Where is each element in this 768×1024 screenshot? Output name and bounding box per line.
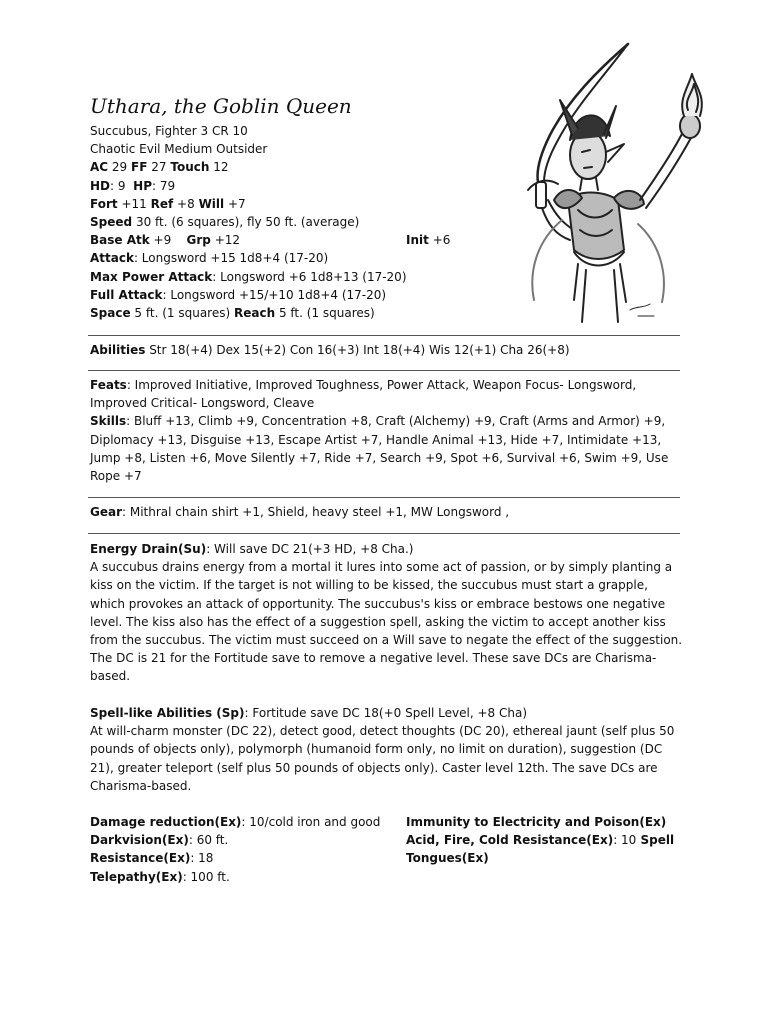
init-label: Init bbox=[406, 233, 429, 248]
ff-value: 27 bbox=[151, 160, 167, 175]
grp-label: Grp bbox=[186, 233, 211, 248]
energy-drain-section bbox=[90, 540, 686, 686]
max-power-attack-line bbox=[90, 268, 530, 286]
full-attack-value: : Longsword +15/+10 1d8+4 (17-20) bbox=[162, 287, 387, 302]
special-label: Damage reduction(Ex) bbox=[90, 815, 242, 829]
special-label: Tongues(Ex) bbox=[406, 851, 489, 866]
ref-value: +8 bbox=[177, 196, 195, 211]
special-label: Acid, Fire, Cold Resistance(Ex) bbox=[406, 833, 614, 848]
special-row bbox=[90, 868, 380, 886]
special-value: : 10 bbox=[613, 833, 637, 848]
attack-line bbox=[90, 249, 530, 267]
hd-label: HD bbox=[90, 178, 111, 193]
special-label: Immunity to Electricity and Poison(Ex) bbox=[406, 815, 667, 829]
spell-like-header: : Fortitude save DC 18(+0 Spell Level, +8 Cha) bbox=[244, 706, 528, 720]
spell-like-label: Spell-like Abilities (Sp) bbox=[90, 706, 245, 720]
speed-line bbox=[90, 213, 530, 231]
special-row bbox=[406, 849, 674, 867]
initiative bbox=[406, 231, 450, 249]
bab-label: Base Atk bbox=[90, 233, 150, 248]
abilities-label: Abilities bbox=[90, 343, 146, 357]
special-row bbox=[406, 813, 674, 831]
fort-value: +11 bbox=[121, 196, 147, 211]
special-label: Telepathy(Ex) bbox=[90, 869, 183, 884]
divider bbox=[88, 497, 680, 498]
base-attack-line bbox=[90, 231, 530, 249]
hp-value: : 79 bbox=[152, 178, 176, 193]
gear-section bbox=[90, 503, 686, 521]
stat-block bbox=[90, 122, 530, 322]
armor-class-line bbox=[90, 158, 530, 176]
special-value: : 100 ft. bbox=[182, 869, 230, 884]
gear-value: : Mithral chain shirt +1, Shield, heavy steel +1, MW Longsword , bbox=[122, 505, 510, 519]
special-row bbox=[406, 831, 674, 849]
skills-value: : Bluff +13, Climb +9, Concentration +8, Craft (Alchemy) +9, Craft (Arms and Armor) +9, Diplomacy +13, Disguise +13, Escape Artist +7, Handle Animal +13, Hide +7, Intimidate +13, Jump +8, Listen +6, Move Silently +7, Ride +7, Search +9, Spot +6, Survival +6, Swim +9, Use Rope +7 bbox=[90, 414, 669, 484]
divider bbox=[88, 335, 680, 336]
type-line: Succubus, Fighter 3 CR 10 bbox=[90, 124, 248, 138]
will-label: Will bbox=[198, 196, 225, 211]
attack-value: : Longsword +15 1d8+4 (17-20) bbox=[133, 251, 329, 266]
speed-value: 30 ft. (6 squares), fly 50 ft. (average) bbox=[135, 215, 360, 230]
abilities-value: Str 18(+4) Dex 15(+2) Con 16(+3) Int 18(+4) Wis 12(+1) Cha 26(+8) bbox=[149, 343, 570, 357]
special-label-extra: Spell bbox=[636, 833, 675, 848]
special-qualities-left bbox=[90, 813, 380, 886]
will-value: +7 bbox=[227, 196, 246, 211]
skills-label: Skills bbox=[90, 414, 127, 429]
bab-value: +9 bbox=[153, 233, 172, 248]
feats-label: Feats bbox=[90, 378, 127, 392]
energy-drain-label: Energy Drain(Su) bbox=[90, 542, 207, 556]
spell-like-body: At will-charm monster (DC 22), detect good, detect thoughts (DC 20), ethereal jaunt (self plus 50 pounds of objects only), polymorph (humanoid form only, no limit on duration), suggestion (DC 21), greater teleport (self plus 50 pounds of objects only). Caster level 12th. The save DCs are Charisma-based. bbox=[90, 724, 675, 793]
special-row bbox=[90, 813, 380, 831]
reach-value: 5 ft. (1 squares) bbox=[278, 306, 375, 321]
grp-value: +12 bbox=[214, 233, 241, 248]
mpa-label: Max Power Attack bbox=[90, 269, 213, 284]
special-row bbox=[90, 849, 380, 867]
reach-label: Reach bbox=[234, 306, 276, 321]
special-qualities-right bbox=[406, 813, 674, 868]
divider bbox=[88, 370, 680, 371]
mpa-value: : Longsword +6 1d8+13 (17-20) bbox=[212, 269, 407, 284]
spell-like-section bbox=[90, 704, 686, 795]
touch-value: 12 bbox=[213, 160, 229, 175]
divider bbox=[88, 533, 680, 534]
ac-label: AC bbox=[90, 160, 109, 175]
speed-label: Speed bbox=[90, 215, 133, 230]
ref-label: Ref bbox=[150, 196, 174, 211]
gear-label: Gear bbox=[90, 505, 123, 519]
special-value: : 10/cold iron and good bbox=[241, 815, 381, 829]
full-attack-label: Full Attack bbox=[90, 287, 163, 302]
special-label: Resistance(Ex) bbox=[90, 851, 191, 866]
space-value: 5 ft. (1 squares) bbox=[134, 306, 231, 321]
hp-label: HP bbox=[133, 178, 152, 193]
hit-dice-line bbox=[90, 177, 530, 195]
full-attack-line bbox=[90, 286, 530, 304]
space-label: Space bbox=[90, 306, 131, 321]
attack-label: Attack bbox=[90, 251, 134, 266]
special-label: Darkvision(Ex) bbox=[90, 833, 189, 848]
space-reach-line bbox=[90, 304, 530, 322]
special-value: : 18 bbox=[190, 851, 214, 866]
energy-drain-body: A succubus drains energy from a mortal it lures into some act of passion, or by simply planting a kiss on the victim. If the target is not willing to be kissed, the succubus must start a grapple, which provokes an attack of opportunity. The succubus's kiss or embrace bestows one negative level. The kiss also has the effect of a suggestion spell, asking the victim to accept another kiss from the succubus. The victim must succeed on a Will save to negate the effect of the suggestion. The DC is 21 for the Fortitude save to remove a negative level. These save DCs are Charisma-based. bbox=[90, 560, 683, 684]
ff-label: FF bbox=[131, 160, 148, 175]
ac-value: 29 bbox=[111, 160, 128, 175]
alignment-line: Chaotic Evil Medium Outsider bbox=[90, 142, 268, 157]
init-value: +6 bbox=[432, 233, 451, 248]
fort-label: Fort bbox=[90, 196, 118, 211]
special-value: : 60 ft. bbox=[188, 833, 229, 848]
feats-value: : Improved Initiative, Improved Toughness, Power Attack, Weapon Focus- Longsword, Improved Critical- Longsword, Cleave bbox=[90, 378, 637, 411]
special-row bbox=[90, 831, 380, 849]
abilities-section bbox=[90, 341, 686, 359]
energy-drain-header: : Will save DC 21(+3 HD, +8 Cha.) bbox=[206, 542, 414, 556]
hd-value: : 9 bbox=[110, 178, 126, 193]
feats-skills-section bbox=[90, 376, 686, 485]
touch-label: Touch bbox=[170, 160, 210, 175]
page-title: Uthara, the Goblin Queen bbox=[90, 94, 352, 118]
saves-line bbox=[90, 195, 530, 213]
